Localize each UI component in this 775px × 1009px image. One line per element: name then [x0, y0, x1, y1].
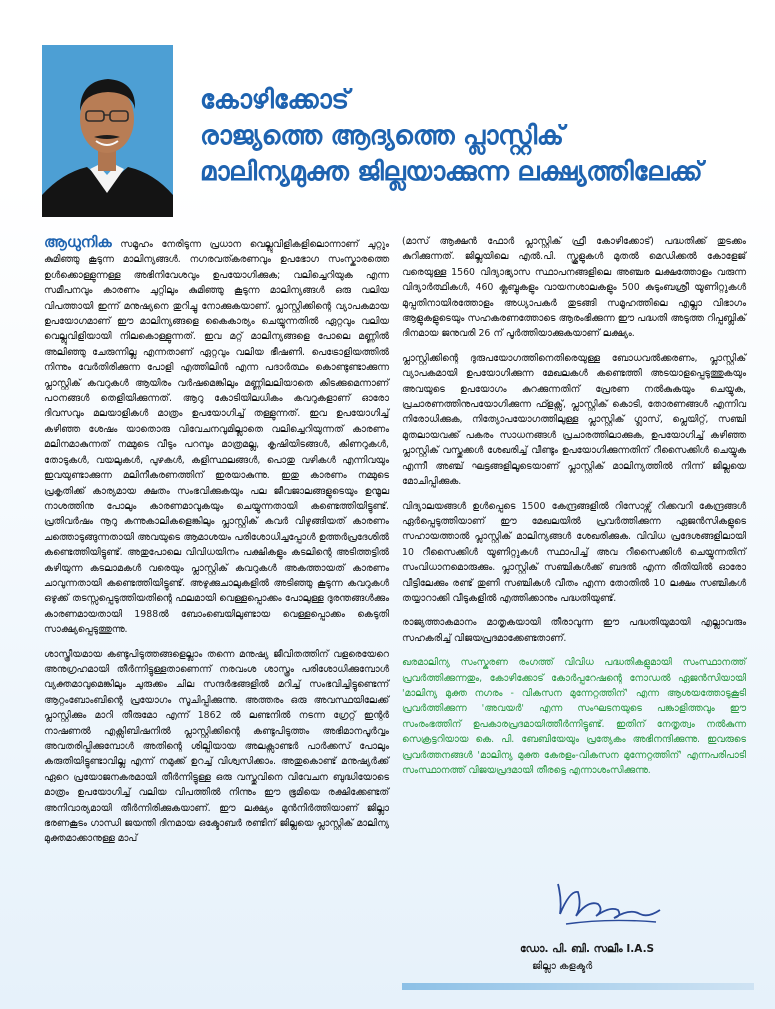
paragraph-intro [44, 235, 389, 638]
paragraph-recovery: വിദ്യാലയങ്ങൾ ഉൾപ്പെടെ 1500 കേന്ദ്രങ്ങളിൽ റിസോഴ്സ് റിക്കവറി കേന്ദ്രങ്ങൾ ഏർപ്പെടുത്തിയാണ് ഈ മേഖലയിൽ പ്രവർത്തിക്കുന്ന ഏജൻസികളുടെ സഹായത്താൽ പ്ലാസ്റ്റിക് മാലിന്യങ്ങൾ ശേഖരിക്കുക. വിവിധ പ്രദേശങ്ങളിലായി 10 റീസൈക്കിൾ യൂണിറ്റുകൾ സ്ഥാപിച്ച് അവ റീസൈക്കിൾ ചെയ്യുന്നതിന് സംവിധാനമൊരുക്കും. പ്ലാസ്റ്റിക് സഞ്ചികൾക്ക് ബദൽ എന്ന രീതിയിൽ ഓരോ വീട്ടിലേക്കും രണ്ട് തുണി സഞ്ചികൾ വീതം എന്ന തോതിൽ 10 ലക്ഷം സഞ്ചികൾ തയ്യാറാക്കി വീടുകളിൽ എത്തിക്കാനും പദ്ധതിയുണ്ട്. [402, 500, 746, 604]
paragraph-mission: (മാസ് ആക്ഷൻ ഫോർ പ്ലാസ്റ്റിക് ഫ്രീ കോഴിക്കോട്) പദ്ധതിക്ക് തുടക്കം കുറിക്കുന്നത്. ജില്ലയിലെ എൽ.പി. സ്കൂളുകൾ മുതൽ മെഡിക്കൽ കോളേജ് വരെയുള്ള 1560 വിദ്യാഭ്യാസ സ്ഥാപനങ്ങളിലെ അഞ്ചര ലക്ഷത്തോളം വരുന്ന വിദ്യാർത്ഥികൾ, 460 ക്ലബ്ബുകളും വായനശാലകളും 500 കുടുംബശ്രീ യൂണിറ്റുകൾ മുപ്പതിനായിരത്തോളം അധ്യാപകർ തുടങ്ങി സമൂഹത്തിലെ എല്ലാ വിഭാഗം ആളുകളുടെയും സഹകരണത്തോടെ ആരംഭിക്കുന്ന ഈ പദ്ധതി അടുത്ത റിപ്പബ്ലിക് ദിനമായ ജനുവരി 26 ന് പൂർത്തിയാക്കുകയാണ് ലക്ഷ്യം. [402, 236, 746, 340]
left-column [44, 235, 389, 856]
footer-divider [402, 983, 754, 990]
right-column [402, 234, 746, 787]
signatory-title: ജില്ലാ കളക്ടർ [532, 961, 593, 972]
paragraph-appeal: രാജ്യത്താകമാനം മാതൃകയായി തീരാവുന്ന ഈ പദ്ധതിയുമായി എല്ലാവരും സഹകരിച്ച് വിജയപ്രദമാക്കേണ്ടതാണ്. [402, 617, 746, 644]
paragraph-acknowledgement: ഖരമാലിന്യ സംസ്കരണ രംഗത്ത് വിവിധ പദ്ധതികളുമായി സംസ്ഥാനത്ത് പ്രവർത്തിക്കുന്നതും, കോഴിക്കോട് കോർപ്പറേഷന്റെ നോഡൽ ഏജൻസിയായി 'മാലിന്യ മുക്ത നഗരം - വികസന മുന്നേറ്റത്തിന്' എന്ന ആശയത്തോടുകൂടി പ്രവർത്തിക്കുന്ന 'അവയർ' എന്ന സംഘടനയുടെ പങ്കാളിത്തവും ഈ സംരംഭത്തിന് ഉപകാരപ്രദമായിത്തീർന്നിട്ടുണ്ട്. ഇതിന് നേതൃത്വം നൽകുന്ന സെക്രട്ടറിയായ കെ. പി. ബേബിയേയും പ്രത്യേകം അഭിനന്ദിക്കുന്നു. ഇവരുടെ പ്രവർത്തനങ്ങൾ 'മാലിന്യ മുക്ത കേരളം-വികസന മുന്നേറ്റത്തിന്' എന്നപരിപാടി സംസ്ഥാനത്ത് വിജയപ്രദമായി തീരട്ടെ എന്നാശംസിക്കുന്നു. [402, 657, 746, 776]
lead-word: ആധുനിക [44, 233, 112, 251]
portrait-icon [42, 45, 173, 217]
paragraph-intro-text: സമൂഹം നേരിടുന്ന പ്രധാന വെല്ലുവിളികളിലൊന്നാണ് ചുറ്റും കുമിഞ്ഞു കൂടുന്ന മാലിന്യങ്ങൾ. നഗരവത്കരണവും ഉപഭോഗ സംസ്കാരത്തെ ഉൾക്കൊള്ളുന്നള്ള അഭിനിവേശവും ഉപയോഗിക്കുക; വലിച്ചെറിയുക എന്ന സമീപനവും കാരണം ചുറ്റിലും കുമിഞ്ഞു കൂടുന്ന മാലിന്യങ്ങൾ ഒരു വലിയ വിപത്തായി ഇന്ന് മനുഷ്യനെ തുറിച്ചു നോക്കുകയാണ്. പ്ലാസ്റ്റിക്കിന്റെ വ്യാപകമായ ഉപയോഗമാണ് ഈ മാലിന്യങ്ങളെ കൈകാര്യം ചെയ്യുന്നതിൽ ഏറ്റവും വലിയ വെല്ലുവിളിയായി നിലകൊള്ളുന്നത്. ഇവ മറ്റ് മാലിന്യങ്ങളെ പോലെ മണ്ണിൽ അലിഞ്ഞു ചേരുന്നില്ല എന്നതാണ് ഏറ്റവും വലിയ ഭീഷണി. പെട്രോളിയത്തിൽ നിന്നും വേർതിരിക്കുന്ന പോളി എത്തിലിൻ എന്ന പദാർത്ഥം കൊണ്ടുണ്ടാക്കുന്ന പ്ലാസ്റ്റിക് കവറുകൾ ആയിരം വർഷമെങ്കിലും മണ്ണിലലിയാതെ കിടക്കുമെന്നാണ് പഠനങ്ങൾ തെളിയിക്കുന്നത്. ആറു കോടിയിലധികം കവറുകളാണ് ഓരോ ദിവസവും മലയാളികൾ മാത്രം ഉപയോഗിച്ച് തള്ളുന്നത്. ഇവ ഉപയോഗിച്ച് കഴിഞ്ഞ ശേഷം യാതൊരു വിവേചനവുമില്ലാതെ വലിച്ചെറിയുന്നത് കാരണം മലിനമാകുന്നത് നമ്മുടെ വീടും പറമ്പും മാത്രമല്ല, കൃഷിയിടങ്ങൾ, കിണറുകൾ, തോടുകൾ, വയലുകൾ, പുഴകൾ, കളിസ്ഥലങ്ങൾ, പൊതു വഴികൾ എന്നിവയും ഇവയുണ്ടാക്കുന്ന മലിനീകരണത്തിന് ഇരയാകുന്നു. ഇതു കാരണം നമ്മുടെ പ്രകൃതിക്ക് കാര്യമായ ക്ഷതം സംഭവിക്കുകയും പല ജീവജാലങ്ങളുടെയും ഉന്മൂല നാശത്തിനു പോലും കാരണമാവുകയും ചെയ്യുന്നതായി കണ്ടെത്തിയിട്ടുണ്ട്. പ്രതിവർഷം നൂറു കന്നുകാലികളെങ്കിലും പ്ലാസ്റ്റിക് കവർ വിഴുങ്ങിയത് കാരണം ചത്തൊടുങ്ങുന്നതായി അവയുടെ ആമാശയം പരിശോധിച്ചപ്പോൾ ഉത്തർപ്രദേശിൽ കണ്ടെത്തിയിട്ടുണ്ട്. അതുപോലെ വിവിധയിനം പക്ഷികളും കടലിന്റെ അടിത്തട്ടിൽ കഴിയുന്ന കടലാമകൾ വരെയും പ്ലാസ്റ്റിക് കവറുകൾ അകത്തായത് കാരണം ചാവുന്നതായി കണ്ടെത്തിയിട്ടുണ്ട്. അഴുക്കുചാലുകളിൽ അടിഞ്ഞു കൂടുന്ന കവറുകൾ ഒഴുക്ക് തടസ്സപ്പെടുത്തിയതിന്റെ ഫലമായി വെള്ളപ്പൊക്കം പോലുള്ള ദുരന്തങ്ങൾക്കും കാരണമായതായി 1988ൽ ബോംബെയിലുണ്ടായ വെള്ളപ്പൊക്കം കെടുതി സാക്ഷ്യപ്പെടുത്തുന്നു. [44, 239, 389, 636]
headline [200, 82, 760, 190]
paragraph-awareness: പ്ലാസ്റ്റിക്കിന്റെ ദുരുപയോഗത്തിനെതിരെയുള്ള ബോധവൽക്കരണം, പ്ലാസ്റ്റിക് വ്യാപകമായി ഉപയോഗിക്കുന്ന മേഖലകൾ കണ്ടെത്തി അടയാളപ്പെടുത്തുകയും അവയുടെ ഉപയോഗം കുറക്കുന്നതിന് പ്രേരണ നൽകുകയും ചെയ്യുക, പ്രചാരണത്തിനുപയോഗിക്കുന്ന ഫ്ളക്സ്, പ്ലാസ്റ്റിക് കൊടി, തോരണങ്ങൾ എന്നിവ നിരോധിക്കുക, നിത്യോപയോഗത്തിലുള്ള പ്ലാസ്റ്റിക് ഗ്ലാസ്, പ്ലെയിറ്റ്, സഞ്ചി മുതലായവക്ക് പകരം സാധനങ്ങൾ പ്രചാരത്തിലാക്കുക, ഉപയോഗിച്ച് കഴിഞ്ഞ പ്ലാസ്റ്റിക് വസ്തുക്കൾ ശേഖരിച്ച് വീണ്ടും ഉപയോഗിക്കുന്നതിന് റീസൈക്കിൾ ചെയ്യുക എന്നീ അഞ്ച് ഘട്ടങ്ങളിലൂടെയാണ് പ്ലാസ്റ്റിക് മാലിന്യത്തിൽ നിന്ന് ജില്ലയെ മോചിപ്പിക്കുക. [402, 352, 746, 488]
headline-line-2: രാജ്യത്തെ ആദ്യത്തെ പ്ലാസ്റ്റിക് [200, 121, 564, 151]
signature-icon [548, 870, 668, 930]
portrait-photo [42, 45, 173, 217]
headline-line-1: കോഴിക്കോട് [200, 85, 349, 115]
headline-line-3: മാലിന്യമുക്ത ജില്ലയാക്കുന്ന ലക്ഷ്യത്തിലേക്ക് [200, 157, 703, 187]
paragraph-science: ശാസ്ത്രീയമായ കണ്ടുപിടുത്തങ്ങളെല്ലാം തന്നെ മനുഷ്യ ജീവിതത്തിന് വളരെയേറെ അനുഗ്രഹമായി തീർന്നിട്ടുള്ളതാണെന്ന് നരവംശ ശാസ്ത്രം പരിശോധിക്കുമ്പോൾ വ്യക്തമാവുമെങ്കിലും ചുരുക്കം ചില സന്ദർഭങ്ങളിൽ മറിച്ച് സംഭവിച്ചിട്ടുണ്ടെന്ന് ആറ്റംബോംബിന്റെ പ്രയോഗം സൂചിപ്പിക്കുന്നു. അത്തരം ഒരു അവസ്ഥയിലേക്ക് പ്ലാസ്റ്റിക്കും മാറി തീരുമോ എന്ന് 1862 ൽ ലണ്ടനിൽ നടന്ന ഗ്രേറ്റ് ഇന്റർ നാഷണൽ എക്സിബിഷനിൽ പ്ലാസ്റ്റിക്കിന്റെ കണ്ടുപിടുത്തം അഭിമാനപൂർവ്വം അവതരിപ്പിക്കുമ്പോൾ അതിന്റെ ശില്പിയായ അലക്സാണ്ടർ പാർക്കസ് പോലും കരുതിയിട്ടുണ്ടാവില്ല എന്ന് നമുക്ക് ഉറച്ച് വിശ്വസിക്കാം. അതുകൊണ്ട് മനുഷ്യർക്ക് ഏറെ പ്രയോജനകരമായി തീർന്നിട്ടുള്ള ഒരു വസ്തുവിനെ വിവേചന ബുദ്ധിയോടെ മാത്രം ഉപയോഗിച്ച് വലിയ വിപത്തിൽ നിന്നും ഈ ഭൂമിയെ രക്ഷിക്കേണ്ടത് അനിവാര്യമായി തീർന്നിരിക്കുകയാണ്. ഈ ലക്ഷ്യം മുൻനിർത്തിയാണ് ജില്ലാ ഭരണകൂടം ഗാന്ധി ജയന്തി ദിനമായ ഒക്ടോബർ രണ്ടിന് ജില്ലയെ പ്ലാസ്റ്റിക് മാലിന്യ മുക്തമാക്കാനുള്ള മാപ് [44, 648, 389, 845]
signatory-name: ഡോ. പി. ബി. സലീം I.A.S [520, 943, 655, 955]
